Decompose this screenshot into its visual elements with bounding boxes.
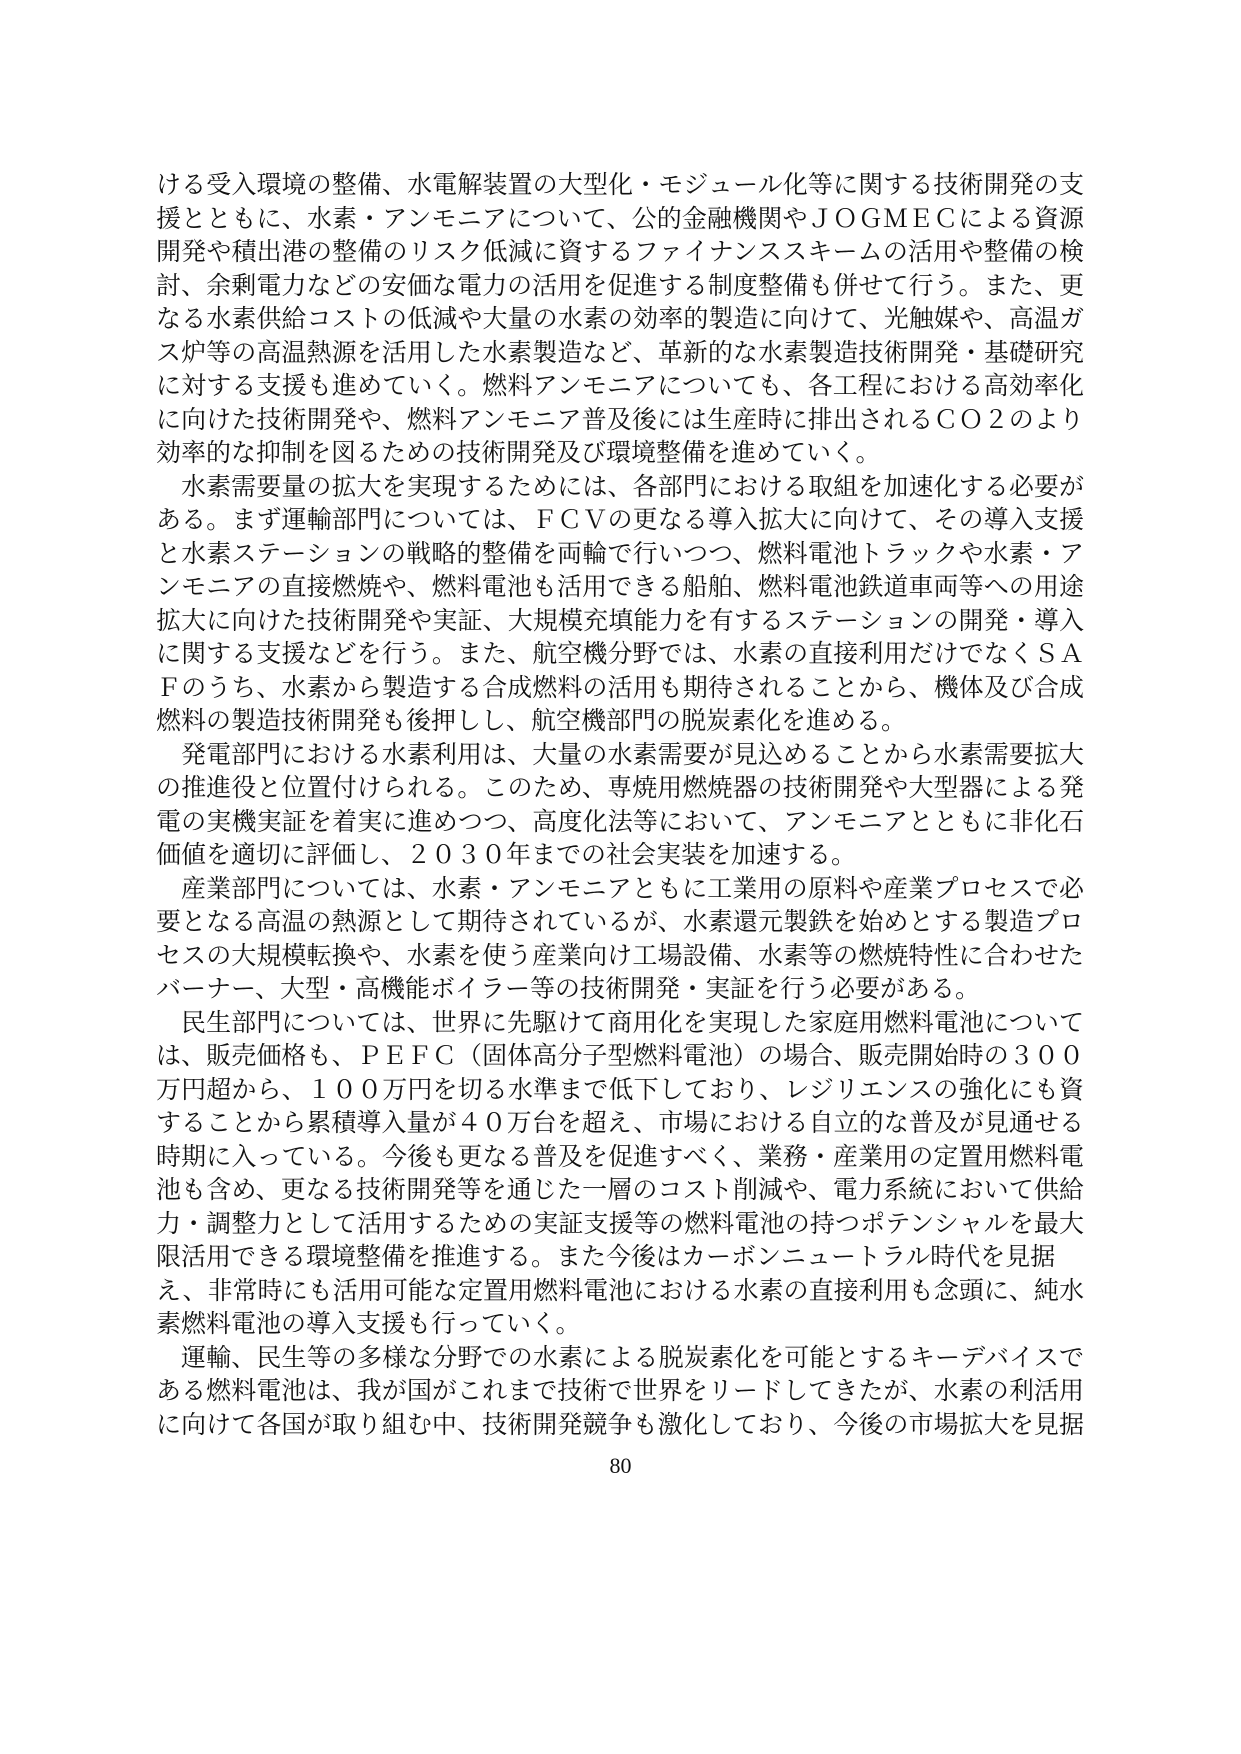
text-line: ス炉等の高温熱源を活用した水素製造など、革新的な水素製造技術開発・基礎研究: [156, 339, 1084, 367]
page-number: 80: [609, 1453, 632, 1478]
text-line: 池も含め、更なる技術開発等を通じた一層のコスト削減や、電力系統において供給: [156, 1177, 1084, 1204]
text-line: 効率的な抑制を図るための技術開発及び環境整備を進めていく。: [156, 440, 881, 467]
body-text: [156, 169, 1084, 1442]
paragraph: [156, 873, 1084, 1007]
text-line: 水素需要量の拡大を実現するためには、各部門における取組を加速化する必要が: [181, 473, 1084, 501]
text-line: 討、余剰電力などの安価な電力の活用を促進する制度整備も併せて行う。また、更: [156, 272, 1084, 300]
text-line: 開発や積出港の整備のリスク低減に資するファイナンススキームの活用や整備の検: [156, 239, 1084, 266]
text-line: セスの大規模転換や、水素を使う産業向け工場設備、水素等の燃焼特性に合わせた: [156, 942, 1084, 970]
text-line: ける受入環境の整備、水電解装置の大型化・モジュール化等に関する技術開発の支: [156, 172, 1084, 199]
text-line: 万円超から、１００万円を切る水準まで低下しており、レジリエンスの強化にも資: [156, 1076, 1084, 1104]
text-line: の推進役と位置付けられる。このため、専焼用燃焼器の技術開発や大型器による発: [156, 775, 1084, 802]
paragraph: [156, 471, 1084, 739]
text-line: ある燃料電池は、我が国がこれまで技術で世界をリードしてきたが、水素の利活用: [156, 1378, 1084, 1405]
text-line: と水素ステーションの戦略的整備を両輪で行いつつ、燃料電池トラックや水素・ア: [156, 540, 1084, 568]
paragraph: [156, 1342, 1084, 1443]
text-line: に向けた技術開発や、燃料アンモニア普及後には生産時に排出されるＣＯ２のより: [156, 406, 1084, 434]
paragraph: [156, 1007, 1084, 1342]
text-line: 力・調整力として活用するための実証支援等の燃料電池の持つポテンシャルを最大: [156, 1210, 1084, 1238]
text-line: 素燃料電池の導入支援も行っていく。: [156, 1311, 581, 1338]
text-line: 燃料の製造技術開発も後押しし、航空機部門の脱炭素化を進める。: [156, 708, 907, 735]
paragraph: [156, 739, 1084, 873]
text-line: することから累積導入量が４０万台を超え、市場における自立的な普及が見通せる: [156, 1110, 1084, 1137]
text-line: Ｆのうち、水素から製造する合成燃料の活用も期待されることから、機体及び合成: [156, 674, 1084, 702]
text-line: ンモニアの直接燃焼や、燃料電池も活用できる船舶、燃料電池鉄道車両等への用途: [156, 574, 1084, 601]
text-line: 限活用できる環境整備を推進する。また今後はカーボンニュートラル時代を見据: [156, 1244, 1056, 1271]
text-line: 援とともに、水素・アンモニアについて、公的金融機関やＪＯＧＭＥＣによる資源: [156, 205, 1084, 233]
text-line: え、非常時にも活用可能な定置用燃料電池における水素の直接利用も念頭に、純水: [156, 1277, 1084, 1305]
text-line: は、販売価格も、ＰＥＦＣ（固体高分子型燃料電池）の場合、販売開始時の３００: [156, 1043, 1084, 1070]
paragraph: [156, 169, 1084, 471]
text-line: に向けて各国が取り組む中、技術開発競争も激化しており、今後の市場拡大を見据: [156, 1411, 1084, 1439]
text-line: 民生部門については、世界に先駆けて商用化を実現した家庭用燃料電池について: [181, 1009, 1084, 1037]
text-line: 産業部門については、水素・アンモニアともに工業用の原料や産業プロセスで必: [181, 875, 1084, 903]
text-line: に対する支援も進めていく。燃料アンモニアについても、各工程における高効率化: [156, 373, 1084, 400]
text-line: 電の実機実証を着実に進めつつ、高度化法等において、アンモニアとともに非化石: [156, 808, 1084, 836]
text-line: 要となる高温の熱源として期待されているが、水素還元製鉄を始めとする製造プロ: [156, 909, 1084, 936]
text-line: に関する支援などを行う。また、航空機分野では、水素の直接利用だけでなくＳＡ: [156, 641, 1084, 668]
text-line: 価値を適切に評価し、２０３０年までの社会実装を加速する。: [156, 842, 857, 869]
text-line: 拡大に向けた技術開発や実証、大規模充填能力を有するステーションの開発・導入: [156, 607, 1084, 635]
text-line: なる水素供給コストの低減や大量の水素の効率的製造に向けて、光触媒や、高温ガ: [156, 306, 1084, 333]
text-line: ある。まず運輸部門については、ＦＣＶの更なる導入拡大に向けて、その導入支援: [156, 507, 1084, 534]
text-line: 時期に入っている。今後も更なる普及を促進すべく、業務・産業用の定置用燃料電: [156, 1143, 1084, 1171]
text-line: バーナー、大型・高機能ボイラー等の技術開発・実証を行う必要がある。: [156, 976, 981, 1003]
text-line: 運輸、民生等の多様な分野での水素による脱炭素化を可能とするキーデバイスで: [181, 1344, 1084, 1372]
text-line: 発電部門における水素利用は、大量の水素需要が見込めることから水素需要拡大: [181, 741, 1084, 769]
